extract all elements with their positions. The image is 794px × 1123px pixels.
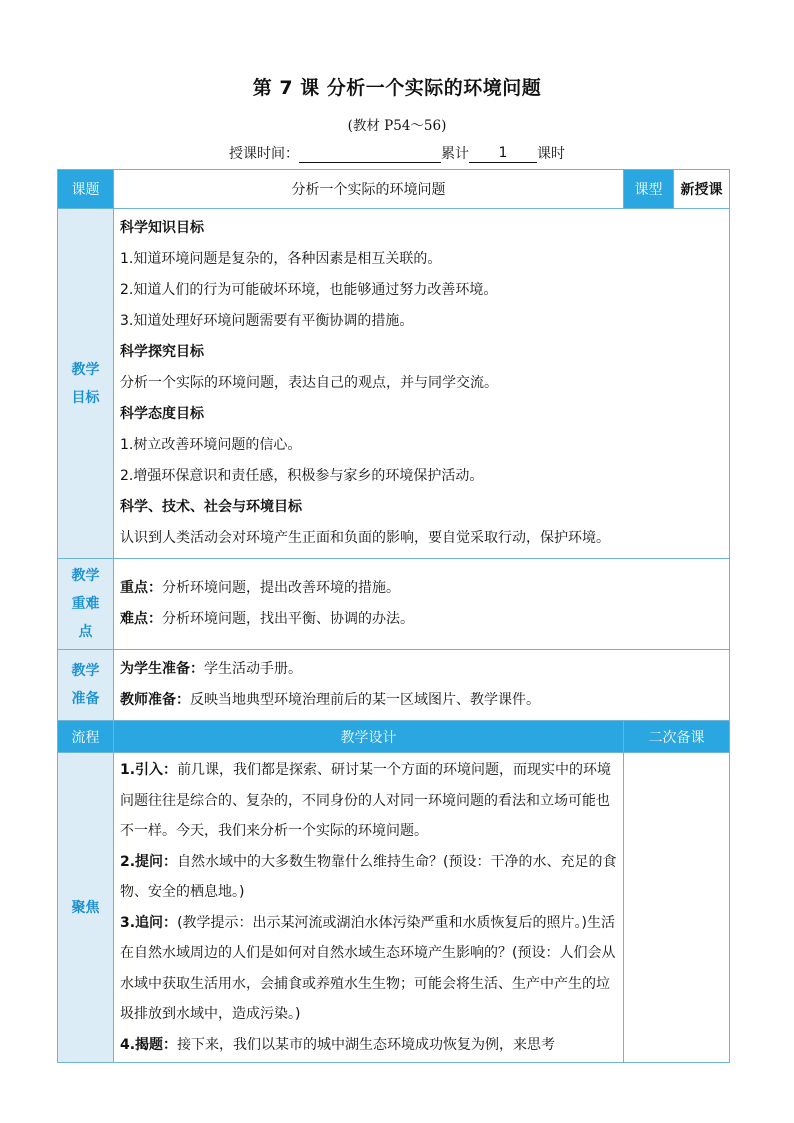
objectives-row (58, 209, 730, 559)
focus-label: 聚焦 (58, 753, 114, 1063)
objective-line: 2.增强环保意识和责任感，积极参与家乡的环境保护活动。 (120, 468, 484, 484)
prep-label: 教学 准备 (58, 650, 114, 721)
lesson-plan-table (57, 169, 730, 1063)
time-blank (299, 145, 441, 163)
process-header-row (58, 721, 730, 753)
key-point-item: 难点：分析环境问题，找出平衡、协调的办法。 (120, 611, 414, 627)
objective-line: 科学、技术、社会与环境目标 (120, 499, 302, 515)
type-label: 课型 (624, 170, 674, 209)
objective-line: 科学知识目标 (120, 220, 204, 236)
hours-value: 1 (469, 145, 537, 163)
design-step: 4.揭题：接下来，我们以某市的城中湖生态环境成功恢复为例，来思考 (120, 1036, 556, 1053)
topic-label: 课题 (58, 170, 114, 209)
objective-line: 1.树立改善环境问题的信心。 (120, 437, 302, 453)
key-points-row (58, 559, 730, 650)
lesson-title: 第 7 课 分析一个实际的环境问题 (252, 77, 542, 99)
time-label: 授课时间： (229, 146, 299, 162)
textbook-pages: (教材 P54～56) (347, 118, 447, 134)
cumulative-label: 累计 (441, 146, 469, 162)
key-points-content (114, 559, 730, 650)
prep-item: 为学生准备：学生活动手册。 (120, 661, 302, 677)
topic-row (58, 170, 730, 209)
second-prep-header: 二次备课 (624, 721, 730, 753)
prep-item: 教师准备：反映当地典型环境治理前后的某一区域图片、教学课件。 (120, 692, 540, 708)
topic-value: 分析一个实际的环境问题 (114, 170, 624, 209)
design-step: 1.引入：前几课，我们都是探索、研讨某一个方面的环境问题，而现实中的环境问题往往是综合的、复杂的，不同身份的人对同一环境问题的看法和立场可能也不一样。今天，我们来分析一个实际的环境问题。 (120, 762, 612, 839)
objective-line: 认识到人类活动会对环境产生正面和负面的影响，要自觉采取行动，保护环境。 (120, 530, 610, 546)
focus-row (58, 753, 730, 1063)
flow-header: 流程 (58, 721, 114, 753)
objective-line: 科学态度目标 (120, 406, 204, 422)
objective-line: 3.知道处理好环境问题需要有平衡协调的措施。 (120, 313, 414, 329)
objective-line: 2.知道人们的行为可能破坏环境，也能够通过努力改善环境。 (120, 282, 498, 298)
type-value: 新授课 (674, 170, 730, 209)
key-point-item: 重点：分析环境问题，提出改善环境的措施。 (120, 580, 400, 596)
focus-design-content (114, 753, 624, 1063)
prep-content (114, 650, 730, 721)
hours-label: 课时 (537, 146, 565, 162)
design-step: 3.追问：(教学提示：出示某河流或湖泊水体污染严重和水质恢复后的照片。)生活在自然水域周边的人们是如何对自然水域生态环境产生影响的？(预设：人们会从水域中获取生活用水，会捕食或养殖水生生物；可能会将生活、生产中产生的垃圾排放到水域中，造成污染。) (120, 914, 616, 1022)
objective-line: 科学探究目标 (120, 344, 204, 360)
objective-line: 分析一个实际的环境问题，表达自己的观点，并与同学交流。 (120, 375, 498, 391)
objective-line: 1.知道环境问题是复杂的，各种因素是相互关联的。 (120, 251, 442, 267)
schedule-line (229, 143, 565, 163)
design-header: 教学设计 (114, 721, 624, 753)
objectives-content (114, 209, 730, 559)
design-step: 2.提问：自然水域中的大多数生物靠什么维持生命？(预设：干净的水、充足的食物、安全的栖息地。) (120, 853, 617, 900)
second-prep-cell[interactable] (624, 753, 730, 1063)
key-points-label: 教学 重难 点 (58, 559, 114, 650)
prep-row (58, 650, 730, 721)
objectives-label: 教学 目标 (58, 209, 114, 559)
